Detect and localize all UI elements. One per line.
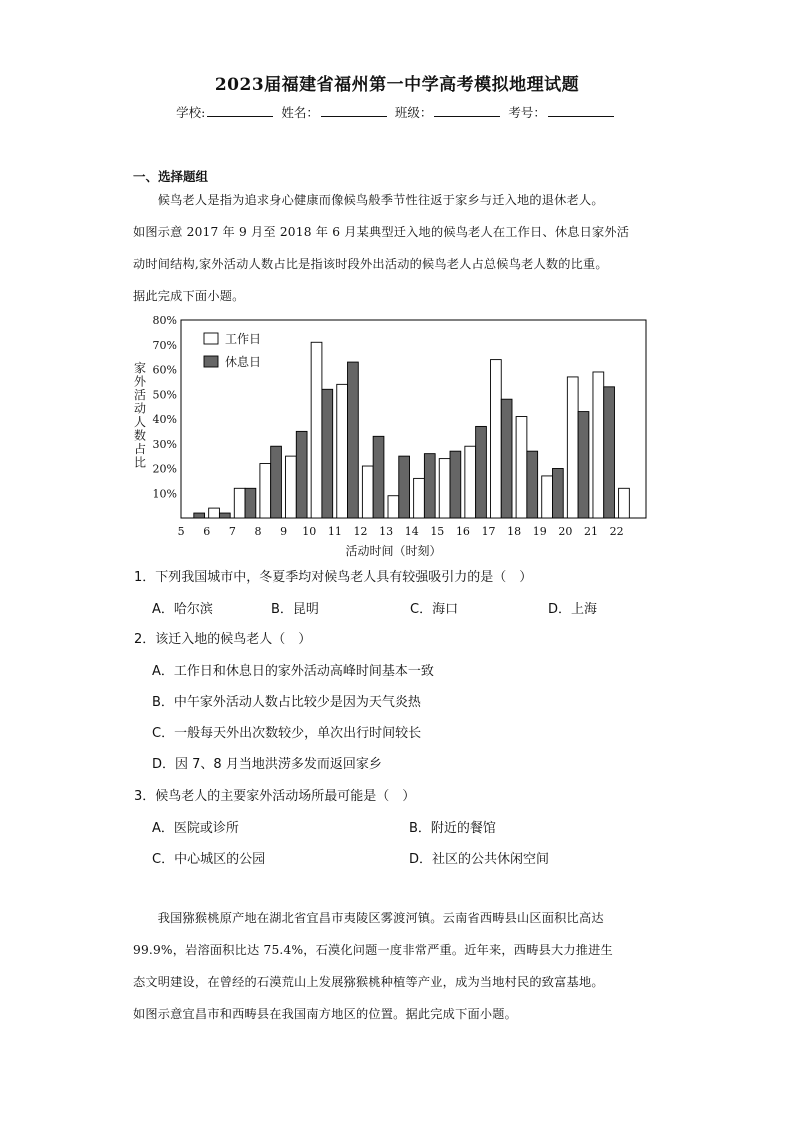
question-1-option-d[interactable]: D．上海 <box>548 602 598 617</box>
question-2-stem: 2．该迁入地的候鸟老人（ ） <box>134 632 312 647</box>
bar-workday <box>516 417 527 518</box>
bar-restday <box>219 513 230 518</box>
y-tick-label: 10% <box>152 487 177 501</box>
school-blank[interactable] <box>207 104 273 117</box>
question-1-stem: 1．下列我国城市中，冬夏季均对候鸟老人具有较强吸引力的是（ ） <box>134 570 533 585</box>
x-tick-label: 16 <box>455 525 470 538</box>
x-tick-label: 11 <box>327 525 342 538</box>
y-axis-title-char: 家 <box>133 361 147 375</box>
passage-2-line: 我国猕猴桃原产地在湖北省宜昌市夷陵区雾渡河镇。云南省西畴县山区面积比高达 <box>133 911 604 925</box>
legend-swatch-restday <box>204 356 218 367</box>
bar-restday <box>245 488 256 518</box>
bar-restday <box>501 399 512 518</box>
x-tick-label: 22 <box>609 525 624 538</box>
passage-1-line: 如图示意 2017 年 9 月至 2018 年 6 月某典型迁入地的候鸟老人在工作日、休息日家外活 <box>133 225 630 239</box>
question-2-option-c[interactable]: C．一般每天外出次数较少，单次出行时间较长 <box>152 726 422 741</box>
x-tick-label: 6 <box>203 525 211 538</box>
question-3-option-d[interactable]: D．社区的公共休闲空间 <box>409 852 550 867</box>
bar-restday <box>552 469 563 519</box>
name-blank[interactable] <box>321 104 387 117</box>
bar-restday <box>424 454 435 518</box>
question-3-option-c[interactable]: C．中心城区的公园 <box>152 852 266 867</box>
y-tick-label: 40% <box>152 413 177 426</box>
x-tick-label: 19 <box>532 525 547 538</box>
x-tick-label: 21 <box>584 525 599 538</box>
passage-2-line: 99.9%，岩溶面积比达 75.4%，石漠化问题一度非常严重。近年来，西畴县大力推进生 <box>133 943 613 957</box>
y-axis-title-char: 活 <box>133 388 147 402</box>
bar-workday <box>209 508 220 518</box>
passage-2 <box>133 902 668 1030</box>
page-title: 2023届福建省福州第一中学高考模拟地理试题 <box>214 75 580 95</box>
question-3-stem: 3．候鸟老人的主要家外活动场所最可能是（ ） <box>134 789 416 804</box>
bar-workday <box>362 466 373 518</box>
class-label: 班级： <box>394 105 433 120</box>
bar-workday <box>542 476 553 518</box>
bar-restday <box>296 431 307 518</box>
bar-restday <box>399 456 410 518</box>
bar-restday <box>373 436 384 518</box>
y-axis-title-char: 占 <box>133 442 147 456</box>
x-tick-label: 10 <box>302 525 317 538</box>
exam-no-blank[interactable] <box>548 104 614 117</box>
bar-workday <box>337 384 348 518</box>
bar-restday <box>604 387 615 518</box>
bar-restday <box>450 451 461 518</box>
bar-restday <box>322 389 333 518</box>
question-2-option-d[interactable]: D．因 7、8 月当地洪涝多发而返回家乡 <box>152 757 382 772</box>
class-blank[interactable] <box>434 104 500 117</box>
x-tick-label: 5 <box>177 525 185 538</box>
bar-workday <box>593 372 604 518</box>
bar-restday <box>476 426 487 518</box>
bar-workday <box>465 446 476 518</box>
bar-workday <box>388 496 399 518</box>
bar-restday <box>348 362 359 518</box>
section-title: 一、选择题组 <box>133 169 209 184</box>
student-info-line <box>0 103 794 121</box>
question-1-option-b[interactable]: B．昆明 <box>271 602 319 617</box>
y-axis-title-char: 人 <box>133 415 147 429</box>
y-tick-label: 20% <box>152 462 177 476</box>
bar-workday <box>619 488 630 518</box>
bar-workday <box>414 478 425 518</box>
passage-1-line: 据此完成下面小题。 <box>133 289 245 303</box>
y-tick-label: 70% <box>152 338 177 352</box>
x-tick-label: 14 <box>404 525 419 538</box>
y-axis-title-char: 数 <box>133 428 147 443</box>
bar-workday <box>567 377 578 518</box>
y-tick-label: 80% <box>152 314 177 327</box>
bar-restday <box>271 446 282 518</box>
passage-1 <box>133 184 668 312</box>
x-tick-label: 18 <box>507 525 522 538</box>
school-label: 学校: <box>176 105 206 120</box>
bar-workday <box>311 342 322 518</box>
legend-label-workday: 工作日 <box>225 332 262 346</box>
question-3-option-b[interactable]: B．附近的餐馆 <box>409 821 496 836</box>
bar-restday <box>527 451 538 518</box>
y-tick-label: 60% <box>152 363 177 377</box>
passage-2-line: 如图示意宜昌市和西畴县在我国南方地区的位置。据此完成下面小题。 <box>133 1007 518 1021</box>
bar-workday <box>490 360 501 518</box>
question-1-option-a[interactable]: A．哈尔滨 <box>152 602 213 617</box>
passage-2-line: 态文明建设，在曾经的石漠荒山上发展猕猴桃种植等产业，成为当地村民的致富基地。 <box>133 975 604 989</box>
name-label: 姓名： <box>281 105 319 120</box>
bar-restday <box>194 513 205 518</box>
question-1-option-c[interactable]: C．海口 <box>410 602 459 617</box>
passage-1-line: 动时间结构,家外活动人数占比是指该时段外出活动的候鸟老人占总候鸟老人数的比重。 <box>133 257 608 271</box>
bar-workday <box>286 456 297 518</box>
x-tick-label: 17 <box>481 525 496 538</box>
question-2-option-a[interactable]: A．工作日和休息日的家外活动高峰时间基本一致 <box>152 664 434 679</box>
x-tick-label: 13 <box>379 525 394 538</box>
passage-1-line: 候鸟老人是指为追求身心健康而像候鸟般季节性往返于家乡与迁入地的退休老人。 <box>133 193 604 207</box>
bar-chart <box>130 312 660 562</box>
exam-no-label: 考号： <box>508 105 546 120</box>
question-2-option-b[interactable]: B．中午家外活动人数占比较少是因为天气炎热 <box>152 695 421 710</box>
y-axis-title-char: 外 <box>133 374 147 389</box>
x-tick-label: 12 <box>353 525 368 538</box>
x-tick-label: 20 <box>558 525 573 538</box>
y-tick-label: 50% <box>152 388 177 402</box>
legend-label-restday: 休息日 <box>225 355 262 369</box>
legend-swatch-workday <box>204 333 218 344</box>
x-tick-label: 15 <box>430 525 445 538</box>
bar-workday <box>260 464 271 518</box>
y-tick-label: 30% <box>152 437 177 451</box>
x-axis-title: 活动时间（时刻） <box>345 544 442 558</box>
y-axis-title-char: 比 <box>133 455 147 470</box>
bar-workday <box>439 459 450 518</box>
y-axis-title-char: 动 <box>133 401 147 416</box>
x-tick-label: 7 <box>228 525 236 538</box>
bar-workday <box>234 488 245 518</box>
question-3-option-a[interactable]: A．医院或诊所 <box>152 821 239 836</box>
x-tick-label: 9 <box>280 525 288 538</box>
bar-restday <box>578 412 589 518</box>
x-tick-label: 8 <box>254 525 262 538</box>
